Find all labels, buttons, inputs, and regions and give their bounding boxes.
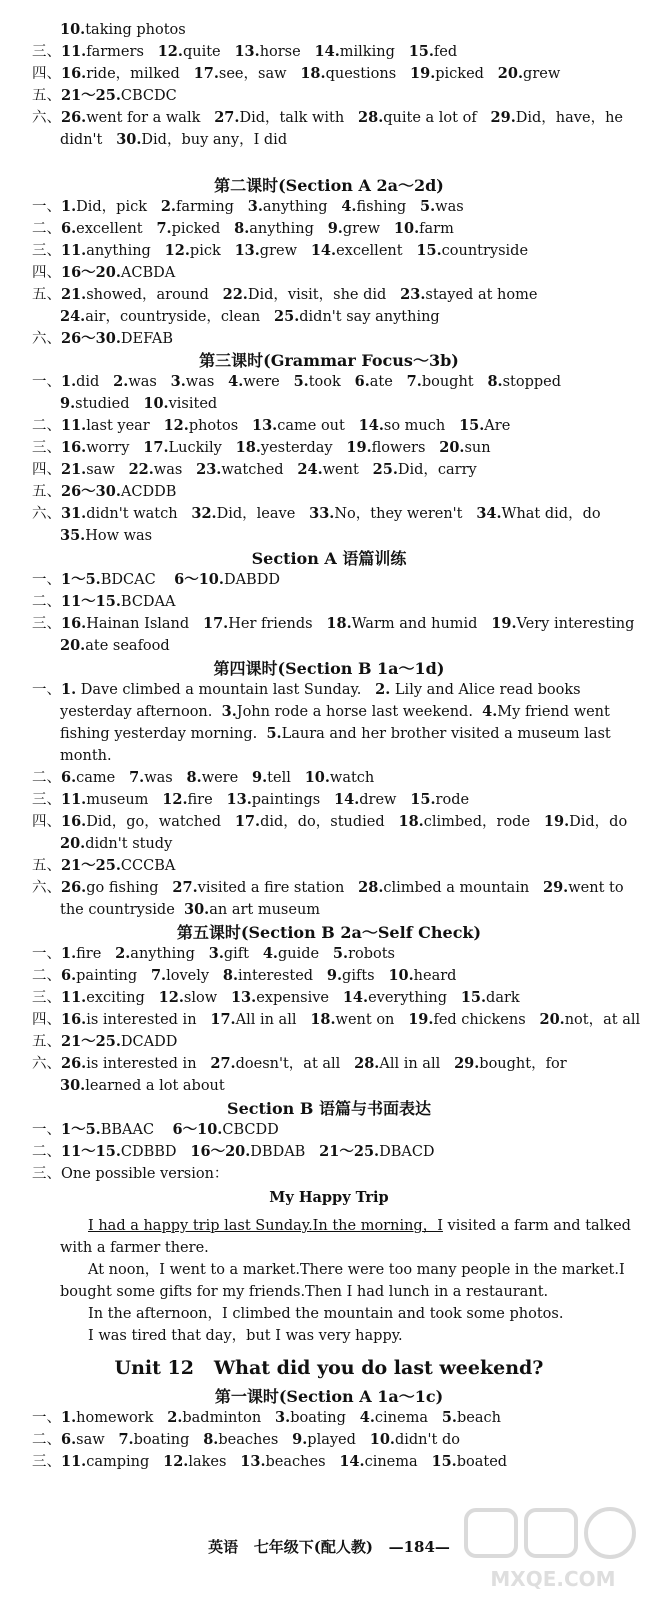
answer-line: 10.taking photos <box>60 21 186 38</box>
answer-line: 二、6.saw 7.boating 8.beaches 9.played 10.didn't do <box>32 1431 460 1448</box>
answer-line: 一、1～5.BDCAC 6～10.DABDD <box>32 571 280 588</box>
heading-lesson-5: 第五课时(Section B 2a～Self Check) <box>176 923 482 942</box>
answer-line: 一、1. Dave climbed a mountain last Sunday. 2. Lily and Alice read books <box>32 681 581 698</box>
answer-line: with a farmer there. <box>60 1240 209 1256</box>
answer-line: 24.air，countryside，clean 25.didn't say anything <box>60 308 440 325</box>
answer-line: 二、11～15.CDBBD 16～20.DBDAB 21～25.DBACD <box>32 1143 435 1160</box>
answer-line: 四、21.saw 22.was 23.watched 24.went 25.Did，carry <box>32 461 477 478</box>
answer-line: 二、6.came 7.was 8.were 9.tell 10.watch <box>32 769 375 786</box>
answer-line: bought some gifts for my friends.Then I had lunch in a restaurant. <box>60 1284 549 1300</box>
page-footer: 英语 七年级下(配人教) —184— <box>208 1538 450 1556</box>
heading-lesson-3: 第三课时(Grammar Focus～3b) <box>199 351 459 370</box>
answer-line: 六、26.is interested in 27.doesn't，at all 28.All in all 29.bought，for <box>32 1055 567 1072</box>
answer-line: fishing yesterday morning. 5.Laura and her brother visited a museum last <box>60 725 611 742</box>
answer-line: month. <box>60 748 112 764</box>
answer-line: 三、11.camping 12.lakes 13.beaches 14.cinema 15.boated <box>32 1453 508 1470</box>
answer-line: 35.How was <box>60 527 153 544</box>
answer-line: 五、21～25.CCCBA <box>32 857 176 874</box>
answer-line: 20.didn't study <box>60 835 173 852</box>
answer-line: 一、1.homework 2.badminton 3.boating 4.cinema 5.beach <box>32 1409 501 1426</box>
essay-title: My Happy Trip <box>269 1189 389 1206</box>
answer-line: 五、21.showed，around 22.Did，visit，she did 23.stayed at home <box>32 286 538 303</box>
answer-line: 30.learned a lot about <box>60 1077 225 1094</box>
answer-line: 六、26～30.DEFAB <box>32 330 174 347</box>
answer-line: 四、16～20.ACBDA <box>32 264 176 281</box>
answer-line: 三、One possible version： <box>32 1166 229 1182</box>
answer-line: 三、11.farmers 12.quite 13.horse 14.milking 15.fed <box>32 43 458 60</box>
answer-line: 四、16.is interested in 17.All in all 18.went on 19.fed chickens 20.not，at all <box>32 1011 641 1028</box>
answer-line: 三、11.anything 12.pick 13.grew 14.excellent 15.countryside <box>32 242 529 259</box>
answer-line: 四、16.ride，milked 17.see，saw 18.questions 19.picked 20.grew <box>32 65 561 82</box>
answer-line: I had a happy trip last Sunday.In the morning，I visited a farm and talked <box>88 1218 631 1234</box>
watermark-text: MXQE.COM <box>490 1567 616 1591</box>
answer-line: yesterday afternoon. 3.John rode a horse last weekend. 4.My friend went <box>60 703 610 720</box>
unit-title: Unit 12 What did you do last weekend? <box>114 1357 544 1379</box>
answer-line: 一、1.Did，pick 2.farming 3.anything 4.fishing 5.was <box>32 198 464 215</box>
answer-line: 六、26.went for a walk 27.Did，talk with 28.quite a lot of 29.Did，have，he <box>32 109 623 126</box>
watermark-logo-icon <box>458 1504 648 1594</box>
answer-line: 三、11.exciting 12.slow 13.expensive 14.everything 15.dark <box>32 989 520 1006</box>
answer-line: 二、11～15.BCDAA <box>32 593 176 610</box>
heading-lesson-2: 第二课时(Section A 2a～2d) <box>214 176 444 195</box>
answer-line: 三、16.Hainan Island 17.Her friends 18.Warm and humid 19.Very interesting <box>32 615 635 632</box>
answer-line: 一、1.did 2.was 3.was 4.were 5.took 6.ate 7.bought 8.stopped <box>32 373 562 390</box>
answer-line: 9.studied 10.visited <box>60 395 218 412</box>
answer-line: At noon，I went to a market.There were too many people in the market.I <box>88 1262 625 1278</box>
answer-line: 五、26～30.ACDDB <box>32 483 177 500</box>
heading-lesson-4: 第四课时(Section B 1a～1d) <box>213 659 445 678</box>
heading-section-a-reading: Section A 语篇训练 <box>251 549 407 568</box>
answer-line: 五、21～25.DCADD <box>32 1033 178 1050</box>
answer-line: 六、31.didn't watch 32.Did，leave 33.No，they weren't 34.What did，do <box>32 505 601 522</box>
answer-line: 一、1.fire 2.anything 3.gift 4.guide 5.robots <box>32 945 396 962</box>
answer-line: In the afternoon，I climbed the mountain and took some photos. <box>88 1306 564 1322</box>
answer-line: 五、21～25.CBCDC <box>32 87 177 104</box>
heading-section-b-writing: Section B 语篇与书面表达 <box>227 1099 431 1118</box>
answer-line: didn't 30.Did，buy any，I did <box>60 131 288 148</box>
answer-line: the countryside 30.an art museum <box>60 901 321 918</box>
heading-unit12-lesson-1: 第一课时(Section A 1a～1c) <box>214 1387 444 1406</box>
answer-line: 四、16.Did，go，watched 17.did，do，studied 18.climbed，rode 19.Did，do <box>32 813 628 830</box>
answer-line: 二、6.painting 7.lovely 8.interested 9.gifts 10.heard <box>32 967 457 984</box>
answer-line: 二、11.last year 12.photos 13.came out 14.so much 15.Are <box>32 417 511 434</box>
answer-line: 三、16.worry 17.Luckily 18.yesterday 19.flowers 20.sun <box>32 439 491 456</box>
answer-line: 六、26.go fishing 27.visited a fire station 28.climbed a mountain 29.went to <box>32 879 624 896</box>
answer-line: 三、11.museum 12.fire 13.paintings 14.drew 15.rode <box>32 791 470 808</box>
answer-line: 一、1～5.BBAAC 6～10.CBCDD <box>32 1121 279 1138</box>
answer-line: I was tired that day，but I was very happy. <box>88 1328 403 1344</box>
answer-line: 20.ate seafood <box>60 637 170 654</box>
answer-line: 二、6.excellent 7.picked 8.anything 9.grew 10.farm <box>32 220 454 237</box>
